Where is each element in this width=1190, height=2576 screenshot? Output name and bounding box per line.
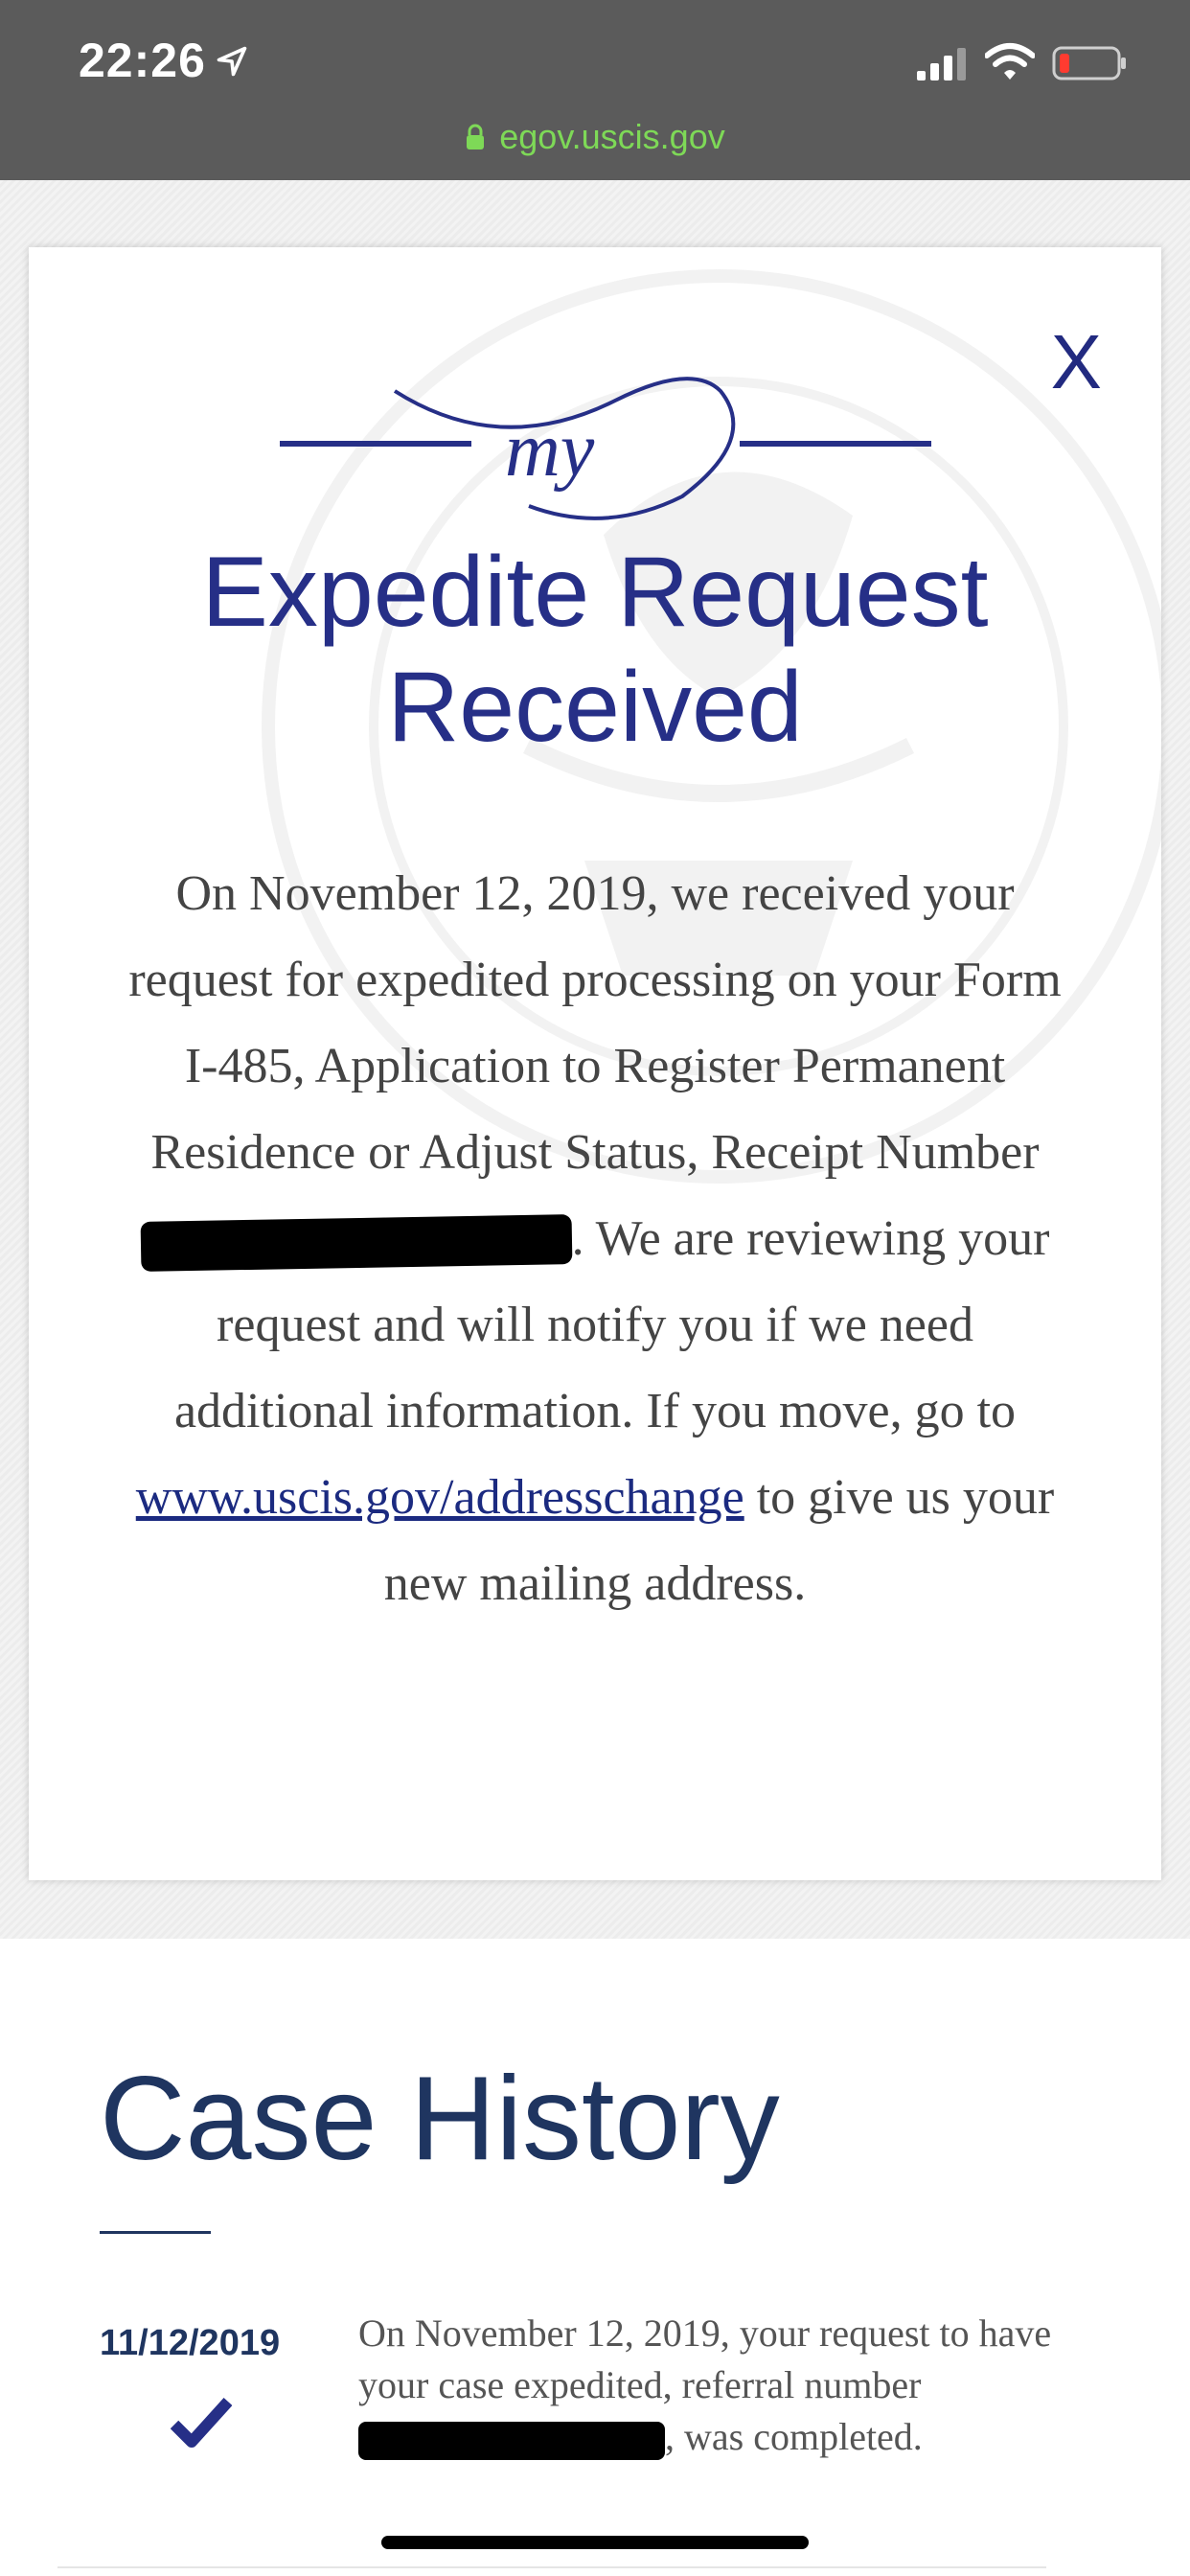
modal-title-line2: Received xyxy=(387,652,803,763)
checkmark-icon xyxy=(171,2396,232,2448)
home-indicator[interactable] xyxy=(381,2536,809,2549)
lock-icon xyxy=(465,123,486,151)
message-text-1: On November 12, 2019, we received your request for expedited processing on your Form I-485, Application to Register Permanent Residence or Adjust Status, Receipt Number xyxy=(128,866,1062,1180)
close-button[interactable]: X xyxy=(1050,319,1102,404)
history-entry-date: 11/12/2019 xyxy=(100,2323,281,2363)
location-arrow-icon xyxy=(215,44,249,79)
history-text-2: , was completed. xyxy=(665,2415,923,2458)
case-history-title: Case History xyxy=(100,2053,780,2185)
history-text-1: On November 12, 2019, your request to have your case expedited, referral number xyxy=(358,2312,1052,2406)
modal-title xyxy=(29,535,1161,765)
modal-message xyxy=(115,851,1075,1627)
list-divider xyxy=(57,2566,1046,2568)
status-time: 22:26 xyxy=(79,34,206,87)
redaction-mark xyxy=(358,2422,665,2460)
modal-title-line1: Expedite Request xyxy=(201,537,989,648)
history-entry-text xyxy=(358,2308,1087,2463)
expedite-modal xyxy=(29,247,1161,1880)
my-uscis-logo-icon xyxy=(280,362,931,544)
battery-low-icon xyxy=(1052,44,1129,82)
section-divider xyxy=(100,2231,211,2234)
wifi-icon xyxy=(985,42,1035,82)
logo-text: my xyxy=(505,408,595,493)
message-text-2: . We are reviewing your request and will notify you if we need additional information. If you move, go to xyxy=(173,1211,1050,1438)
message-text-3: to give us your new mailing address. xyxy=(383,1470,1055,1611)
browser-top-bar xyxy=(0,0,1190,180)
redaction-mark xyxy=(140,1214,572,1272)
url-bar[interactable] xyxy=(0,113,1190,161)
cellular-signal-icon xyxy=(915,46,973,82)
address-change-link[interactable]: www.uscis.gov/addresschange xyxy=(135,1470,744,1525)
url-text[interactable]: egov.uscis.gov xyxy=(499,117,725,156)
